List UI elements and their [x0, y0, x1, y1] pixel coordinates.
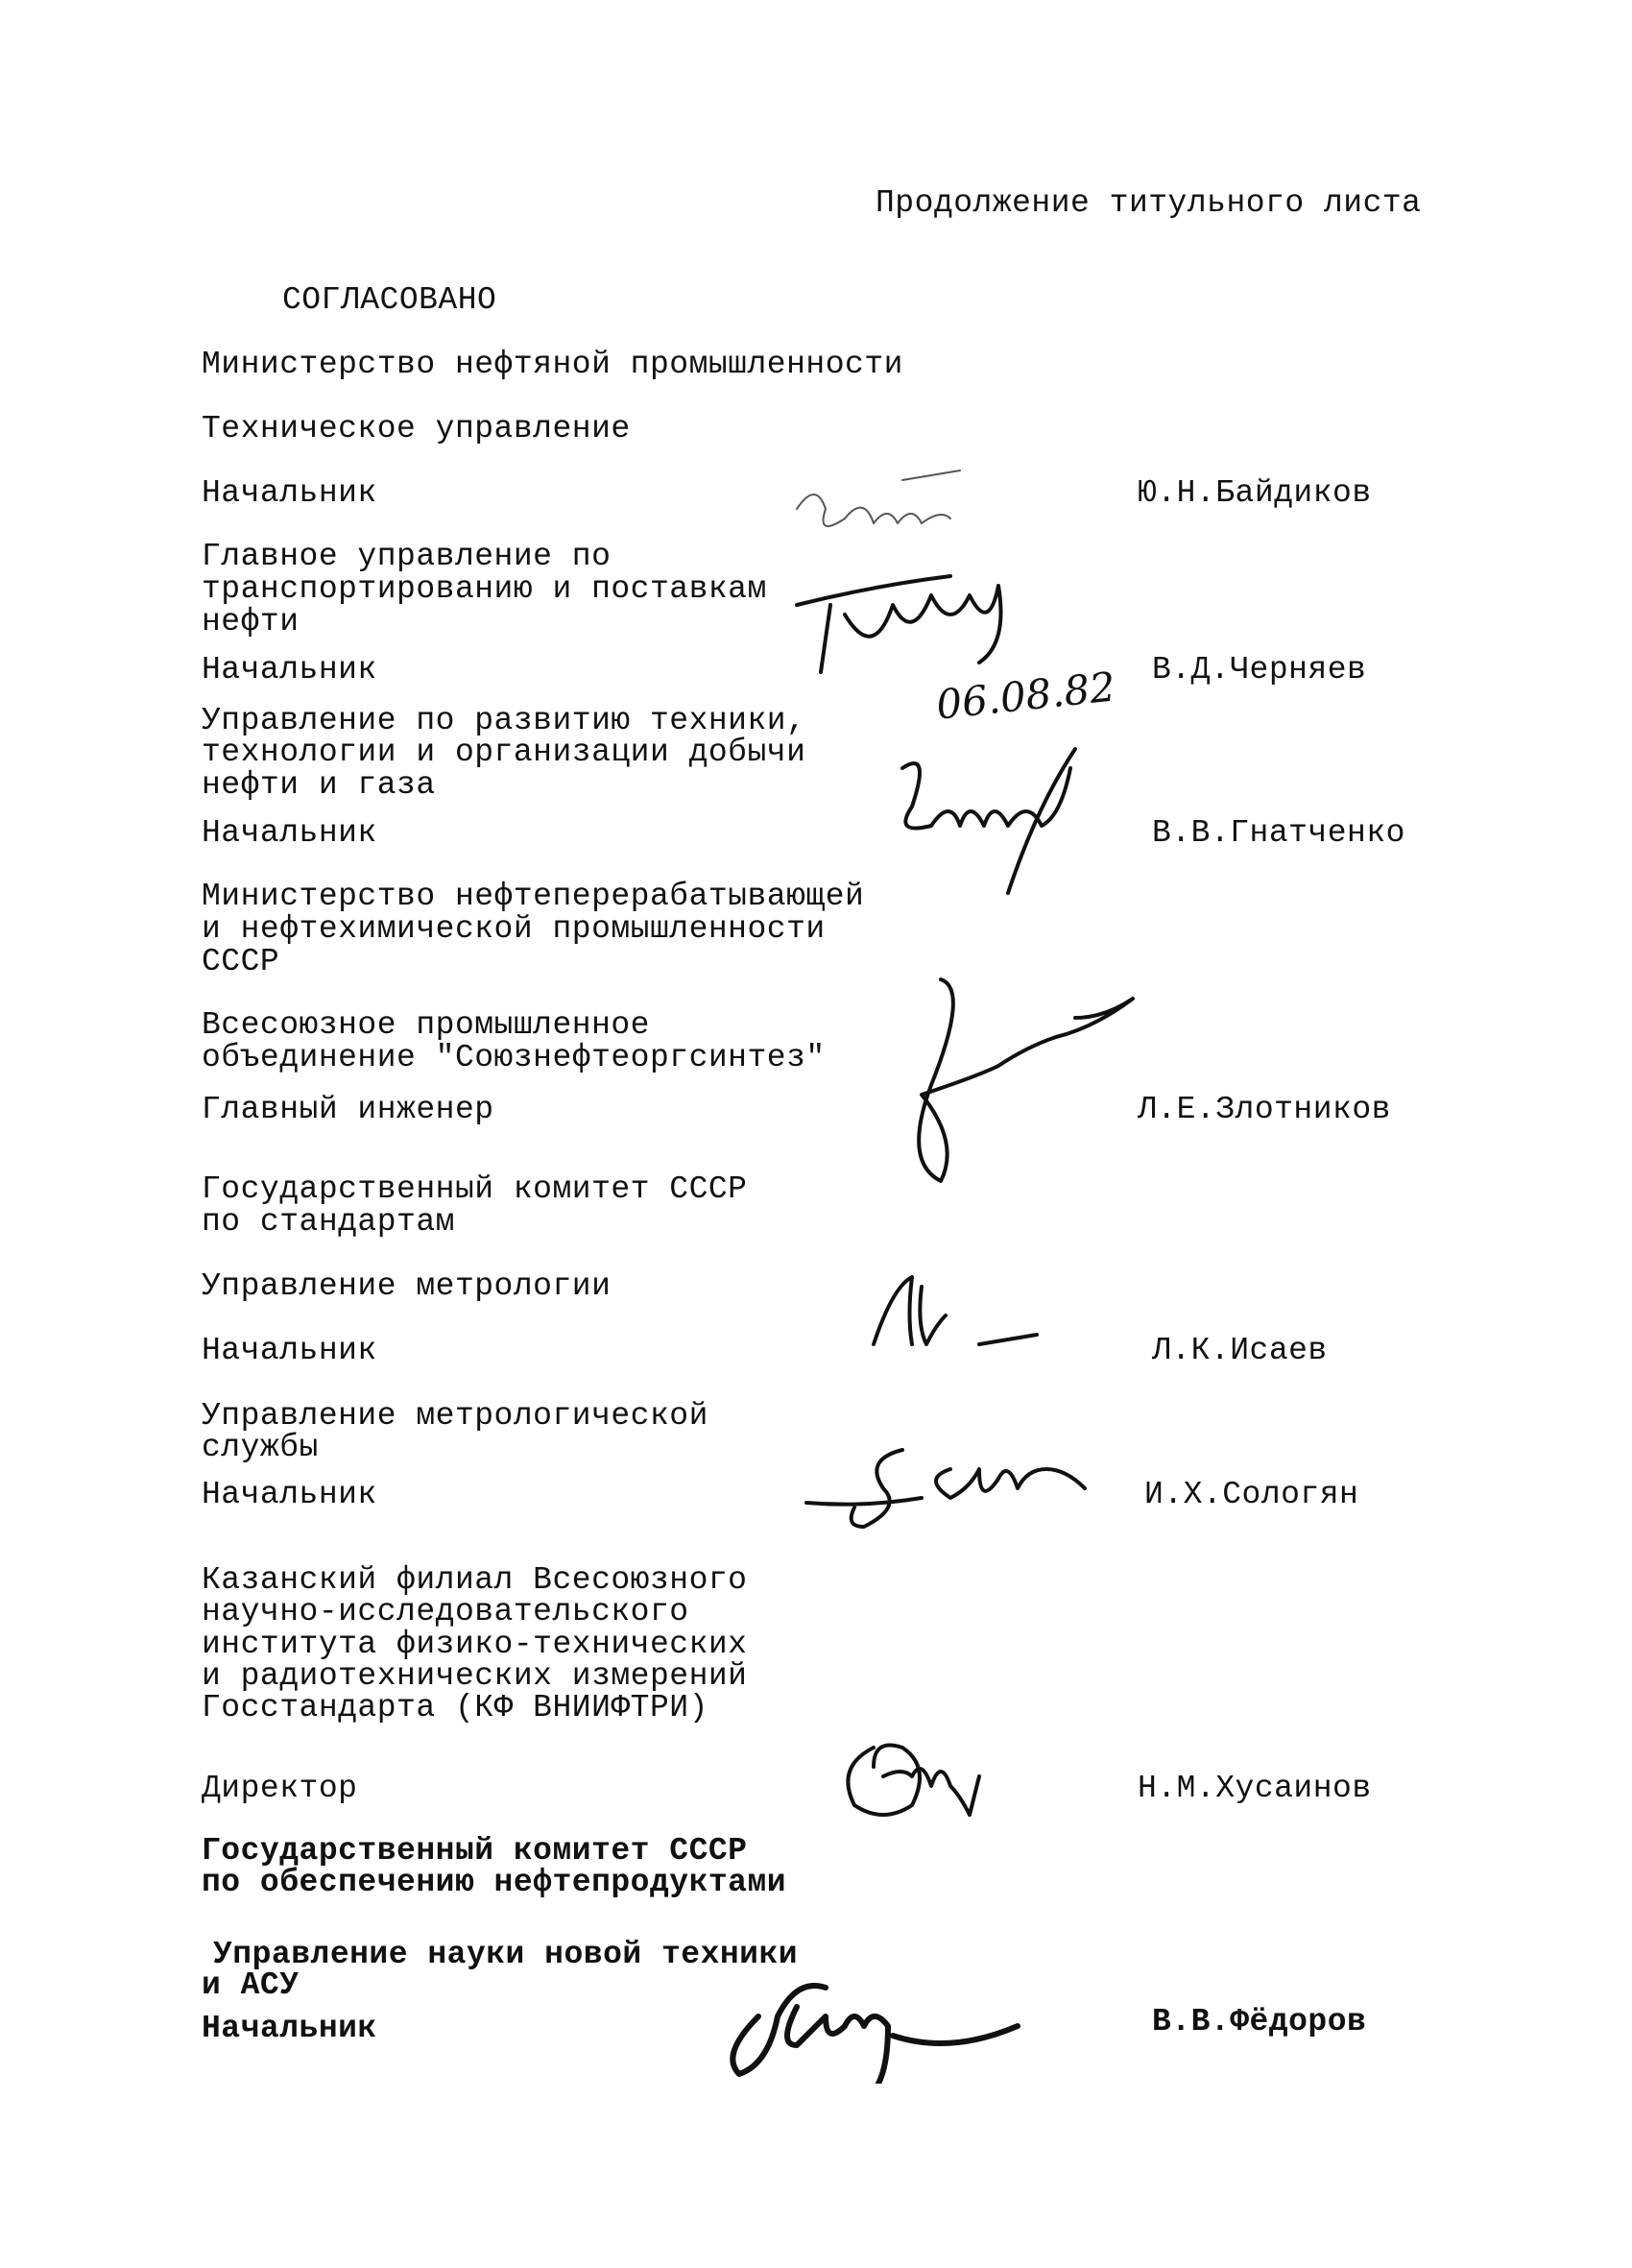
signature: [797, 1431, 1162, 1536]
signature: [758, 442, 1066, 567]
org-line: Казанский филиал Всесоюзного: [202, 1562, 748, 1598]
org-line: Госстандарта (КФ ВНИИФТРИ): [202, 1690, 708, 1725]
signatory-name: Ю.Н.Байдиков: [1138, 475, 1372, 511]
org-line: Техническое управление: [202, 411, 631, 446]
signatory-name: В.В.Фёдоров: [1152, 2004, 1367, 2039]
signature: [854, 1267, 1066, 1363]
org-line: службы: [202, 1430, 319, 1465]
signature: [835, 1719, 1027, 1834]
role: Главный инженер: [202, 1092, 494, 1127]
org-line: по стандартам: [202, 1204, 455, 1240]
role: Начальник: [202, 1477, 377, 1512]
org-line: научно-исследовательского: [202, 1594, 689, 1629]
signatory-name: Н.М.Хусаинов: [1138, 1771, 1372, 1806]
org-line: по обеспечению нефтепродуктами: [202, 1865, 787, 1900]
org-line: СССР: [202, 944, 280, 979]
signatory-name: Л.Е.Злотников: [1138, 1092, 1391, 1127]
org-line: института физико-технических: [202, 1627, 748, 1662]
signatory-name: В.Д.Черняев: [1152, 652, 1367, 688]
org-line: Государственный комитет СССР: [202, 1833, 748, 1869]
continuation-header: Продолжение титульного листа: [876, 185, 1422, 221]
org-line: и нефтехимической промышленности: [202, 911, 826, 947]
org-line: Главное управление по: [202, 539, 612, 574]
org-line: технологии и организации добычи: [202, 735, 806, 770]
org-line: Государственный комитет СССР: [202, 1171, 748, 1207]
role: Начальник: [202, 815, 377, 851]
signatory-name: Л.К.Исаев: [1152, 1333, 1328, 1368]
org-line: Управление метрологической: [202, 1398, 708, 1434]
signatory-name: И.Х.Сологян: [1144, 1477, 1359, 1512]
org-line: Всесоюзное промышленное: [202, 1007, 650, 1043]
signature: [883, 730, 1133, 903]
signature: [864, 960, 1248, 1200]
role: Начальник: [202, 652, 377, 688]
handwritten-date: 06.08.82: [933, 663, 1118, 729]
org-line: Управление по развитию техники,: [202, 703, 806, 738]
org-line: нефти и газа: [202, 767, 436, 803]
org-line: Министерство нефтеперерабатывающей: [202, 879, 865, 914]
signatory-name: В.В.Гнатченко: [1152, 815, 1405, 851]
org-line: и радиотехнических измерений: [202, 1658, 748, 1694]
org-line: объединение "Союзнефтеоргсинтез": [202, 1040, 826, 1075]
org-line: Министерство нефтяной промышленности: [202, 347, 903, 382]
role: Начальник: [202, 2011, 377, 2046]
org-line: нефти: [202, 604, 300, 639]
org-line: Управление науки новой техники: [213, 1937, 799, 1972]
role: Начальник: [202, 475, 377, 511]
role: Начальник: [202, 1333, 377, 1368]
org-line: и АСУ: [202, 1967, 300, 2003]
approved-heading: СОГЛАСОВАНО: [282, 282, 497, 318]
signature: [710, 1959, 1094, 2084]
org-line: транспортированию и поставкам: [202, 571, 767, 607]
role: Директор: [202, 1771, 358, 1806]
org-line: Управление метрологии: [202, 1268, 612, 1304]
